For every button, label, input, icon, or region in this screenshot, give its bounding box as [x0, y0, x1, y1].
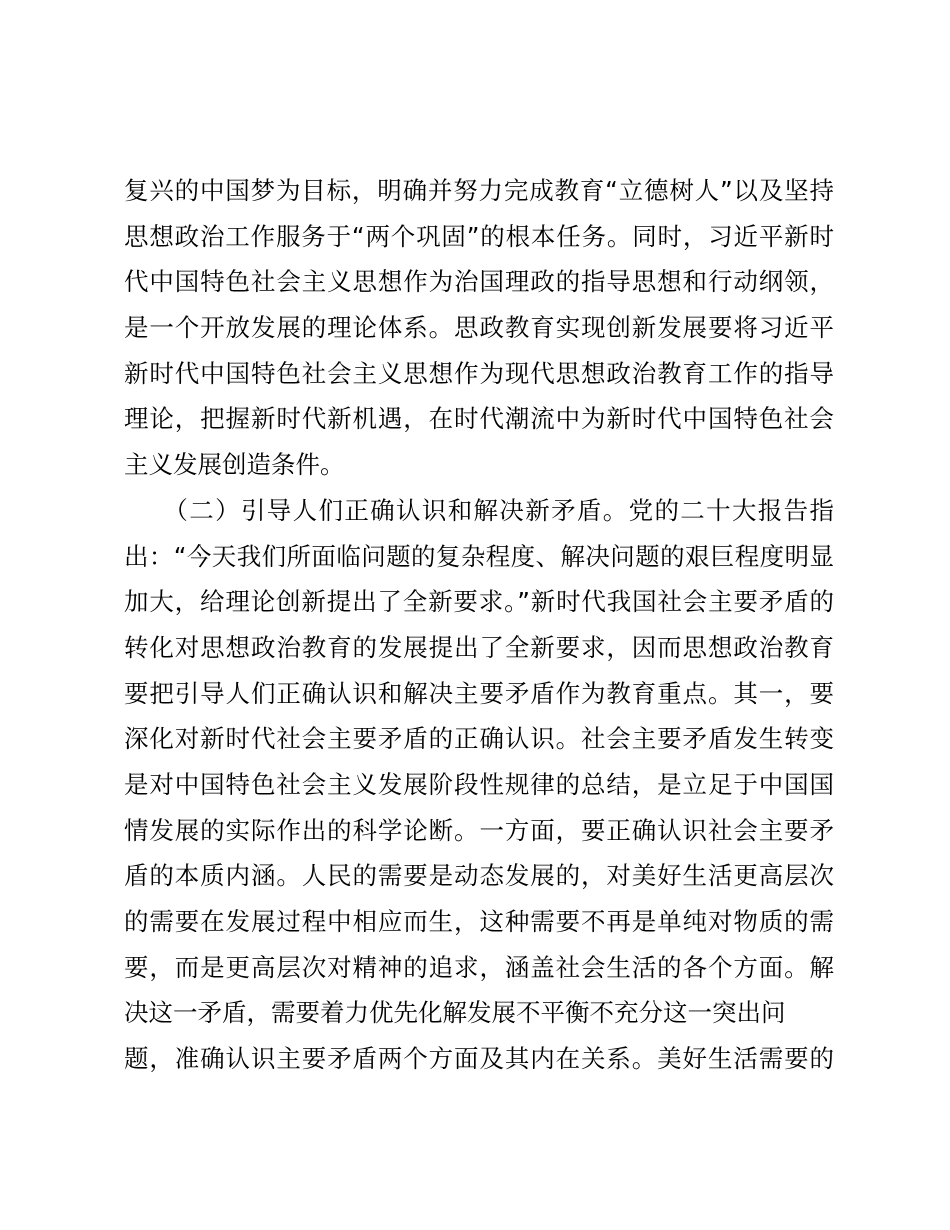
body-text [124, 168, 834, 1082]
text-line: （二）引导人们正确认识和解决新矛盾。党的二十大报告指 [124, 495, 834, 525]
text-line: 主义发展创造条件。 [124, 450, 345, 480]
text-line: 盾的本质内涵。人民的需要是动态发展的，对美好生活更高层次 [124, 861, 834, 891]
text-line: 思想政治工作服务于“两个巩固”的根本任务。同时，习近平新时 [124, 221, 834, 251]
text-line: 要把引导人们正确认识和解决主要矛盾作为教育重点。其一，要 [124, 678, 834, 708]
text-line: 理论，把握新时代新机遇，在时代潮流中为新时代中国特色社会 [124, 404, 834, 434]
text-line: 题，准确认识主要矛盾两个方面及其内在关系。美好生活需要的 [124, 1044, 834, 1074]
text-line: 要，而是更高层次对精神的追求，涵盖社会生活的各个方面。解 [124, 952, 834, 982]
text-line: 的需要在发展过程中相应而生，这种需要不再是单纯对物质的需 [124, 907, 834, 936]
text-line: 转化对思想政治教育的发展提出了全新要求，因而思想政治教育 [124, 632, 834, 662]
text-line: 出：“今天我们所面临问题的复杂程度、解决问题的艰巨程度明显 [124, 541, 834, 571]
text-line: 是对中国特色社会主义发展阶段性规律的总结，是立足于中国国 [124, 769, 834, 799]
text-line: 新时代中国特色社会主义思想作为现代思想政治教育工作的指导 [124, 358, 834, 388]
text-line: 加大，给理论创新提出了全新要求。”新时代我国社会主要矛盾的 [124, 587, 834, 617]
text-line: 复兴的中国梦为目标，明确并努力完成教育“立德树人”以及坚持 [124, 176, 834, 205]
text-line: 代中国特色社会主义思想作为治国理政的指导思想和行动纲领， [124, 267, 834, 297]
text-line: 决这一矛盾，需要着力优先化解发展不平衡不充分这一突出问 [124, 998, 786, 1028]
text-line: 是一个开放发展的理论体系。思政教育实现创新发展要将习近平 [124, 313, 834, 343]
text-line: 深化对新时代社会主要矛盾的正确认识。社会主要矛盾发生转变 [124, 724, 834, 754]
text-line: 情发展的实际作出的科学论断。一方面，要正确认识社会主要矛 [124, 815, 834, 845]
